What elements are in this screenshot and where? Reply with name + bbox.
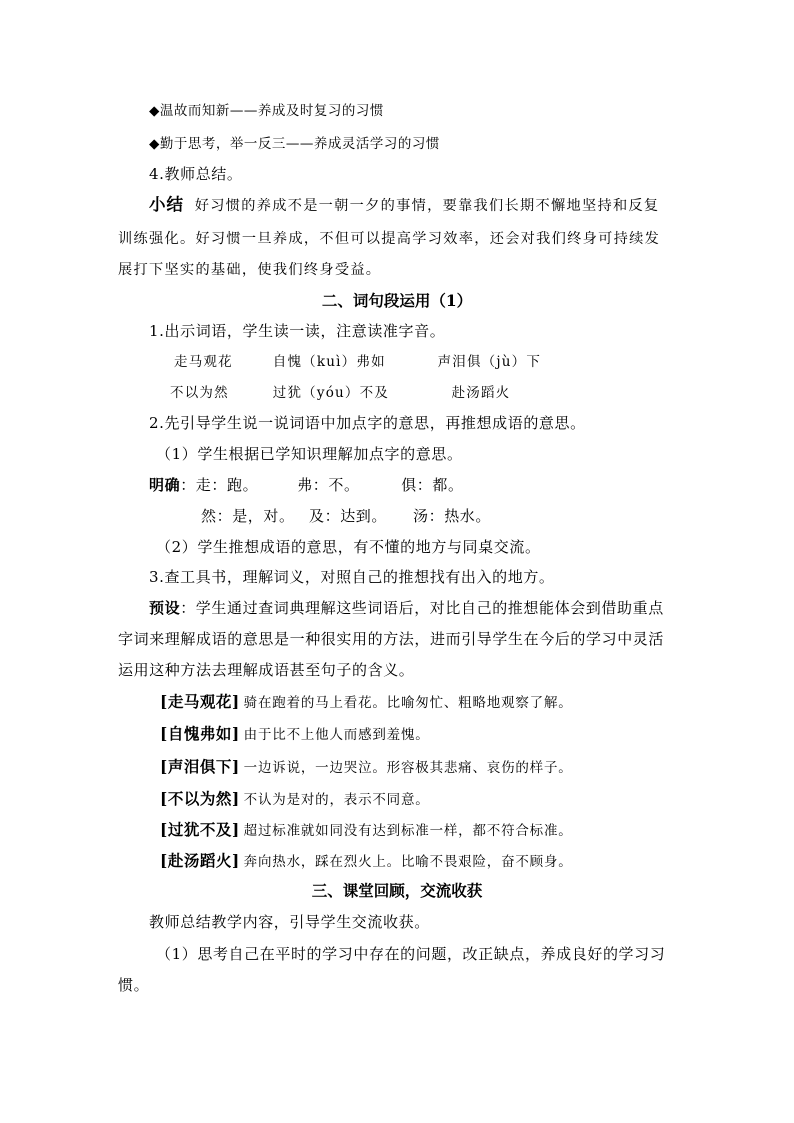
summary-text-2: 训练强化。好习惯一旦养成，不但可以提高学习效率，还会对我们终身可持续发 <box>118 231 661 247</box>
idiom-item: 不以为然 <box>170 385 229 401</box>
idiom-entry <box>160 757 573 778</box>
preset-line-1 <box>149 598 664 618</box>
idiom-entry-definition: 一边诉说，一边哭泣。形容极其悲痛、哀伤的样子。 <box>243 760 573 776</box>
idiom-entry <box>160 820 573 841</box>
idiom-item: 声泪俱（jù）下 <box>437 354 542 370</box>
section-2-title: 二、词句段运用（1） <box>321 291 473 310</box>
summary-label: 小结 <box>149 195 184 214</box>
step-guide-meaning: 2.先引导学生说一说词语中加点字的意思，再推想成语的意思。 <box>149 414 586 432</box>
idiom-item: 赴汤蹈火 <box>451 385 511 401</box>
sub-step-2: （2）学生推想成语的意思，有不懂的地方与同桌交流。 <box>156 538 541 556</box>
clarify-row-1 <box>149 475 464 495</box>
clarify-label: 明确 <box>149 476 181 494</box>
idiom-entry-definition: 不认为是对的，表示不同意。 <box>243 792 430 808</box>
idiom-entry <box>160 692 573 713</box>
idiom-entry-term: [不以为然] <box>160 789 240 808</box>
idiom-entry-term: [走马观花] <box>160 692 240 711</box>
idiom-entry-term: [自愧弗如] <box>160 724 240 743</box>
summary-line-1 <box>149 195 659 216</box>
section-3-sub-1-cont: 惯。 <box>118 976 150 994</box>
section-3-sub-1: （1）思考自己在平时的学习中存在的问题，改正缺点，养成良好的学习习 <box>156 945 666 963</box>
step-teacher-summary: 4.教师总结。 <box>149 165 243 183</box>
preset-text-3: 运用这种方法去理解成语甚至句子的含义。 <box>118 661 415 679</box>
step-show-words: 1.出示词语，学生读一读，注意读准字音。 <box>149 322 446 340</box>
clarify-row-2 <box>201 506 491 526</box>
summary-text-1: 好习惯的养成不是一朝一夕的事情，要靠我们长期不懈地坚持和反复 <box>194 198 660 214</box>
clarify-item: 弗：不。 <box>297 476 360 494</box>
idiom-entry-term: [声泪俱下] <box>160 757 240 776</box>
idiom-entry <box>160 851 573 872</box>
idiom-entry-term: [赴汤蹈火] <box>160 851 240 870</box>
summary-text-3: 展打下坚实的基础，使我们终身受益。 <box>118 262 382 278</box>
idiom-row-2 <box>170 382 510 403</box>
habit-item-thinking: ◆勤于思考，举一反三——养成灵活学习的习惯 <box>149 136 440 152</box>
clarify-item: 及：达到。 <box>309 507 388 525</box>
step-reference-book: 3.查工具书，理解词义，对照自己的推想找有出入的地方。 <box>149 568 555 586</box>
idiom-entry-term: [过犹不及] <box>160 820 240 839</box>
clarify-item: 汤：热水。 <box>413 507 492 525</box>
idiom-entry-definition: 奔向热水，踩在烈火上。比喻不畏艰险，奋不顾身。 <box>243 854 573 870</box>
idiom-item: 过犹（yóu）不及 <box>272 385 390 401</box>
preset-label: 预设 <box>149 599 181 617</box>
idiom-entry-definition: 由于比不上他人而感到羞愧。 <box>243 727 430 743</box>
idiom-item: 走马观花 <box>174 354 233 370</box>
sub-step-1: （1）学生根据已学知识理解加点字的意思。 <box>156 445 463 463</box>
section-3-intro: 教师总结教学内容，引导学生交流收获。 <box>149 913 430 931</box>
idiom-item: 自愧（kuì）弗如 <box>272 354 386 370</box>
clarify-item: 然：是，对。 <box>201 507 295 525</box>
idiom-entry-definition: 超过标准就如同没有达到标准一样，都不符合标准。 <box>243 823 573 839</box>
idiom-entry-definition: 骑在跑着的马上看花。比喻匆忙、粗略地观察了解。 <box>243 695 573 711</box>
section-3-title: 三、课堂回顾，交流收获 <box>311 881 483 900</box>
preset-text-2: 字词来理解成语的意思是一种很实用的方法，进而引导学生在今后的学习中灵活 <box>118 630 665 648</box>
idiom-entry <box>160 789 430 810</box>
clarify-item: ：走：跑。 <box>180 476 259 494</box>
preset-text-1: ：学生通过查词典理解这些词语后，对比自己的推想能体会到借助重点 <box>180 599 664 617</box>
idiom-entry <box>160 724 430 745</box>
idiom-row-1 <box>174 351 541 372</box>
habit-item-review: ◆温故而知新——养成及时复习的习惯 <box>149 103 384 119</box>
clarify-item: 俱：都。 <box>401 476 464 494</box>
